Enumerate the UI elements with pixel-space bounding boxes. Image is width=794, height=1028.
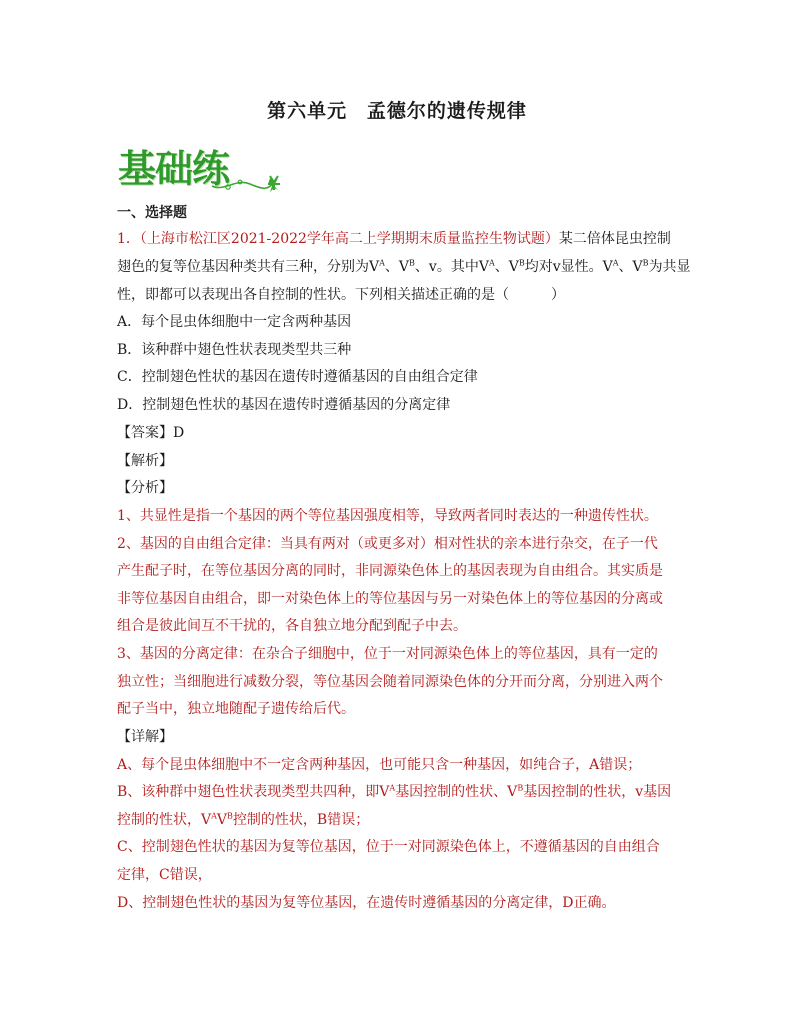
detail-d-line: D、控制翅色性状的基因为复等位基因，在遗传时遵循基因的分离定律，D正确。 xyxy=(117,895,616,911)
basic-practice-logo xyxy=(118,138,278,194)
superscript: B xyxy=(642,258,649,268)
question-number: 1． xyxy=(117,231,140,247)
superscript: B xyxy=(518,258,525,268)
option-c: C．控制翅色性状的基因在遗传时遵循基因的自由组合定律 xyxy=(117,369,478,385)
text-span: 控制的性状，B错误； xyxy=(232,812,370,828)
unit-title: 孟德尔的遗传规律 xyxy=(366,100,527,122)
analysis-line: 3、基因的分离定律：在杂合子细胞中，位于一对同源染色体上的等位基因，具有一定的 xyxy=(117,646,658,662)
option-b: B．该种群中翅色性状表现类型共三种 xyxy=(117,342,352,358)
superscript: B xyxy=(517,783,524,793)
answer-label: 【答案】D xyxy=(117,425,185,441)
superscript: A xyxy=(379,258,385,268)
superscript: A xyxy=(389,783,396,793)
analysis-line: 产生配子时，在等位基因分离的同时，非同源染色体上的基因表现为自由组合。其实质是 xyxy=(117,563,663,579)
text-span: 基因控制的性状，v基因 xyxy=(523,784,672,800)
analysis-line: 非等位基因自由组合，即一对染色体上的等位基因与另一对染色体上的等位基因的分离或 xyxy=(117,591,663,607)
detail-b-line-2 xyxy=(117,810,369,830)
section-heading: 一、选择题 xyxy=(117,205,187,221)
text-span: 、V xyxy=(618,259,643,275)
text-span: V xyxy=(216,812,228,828)
analysis-line: 配子当中，独立地随配子遗传给后代。 xyxy=(117,701,355,717)
option-a: A．每个昆虫体细胞中一定含两种基因 xyxy=(117,314,352,330)
superscript: A xyxy=(211,811,217,821)
detail-b-line-1 xyxy=(117,782,671,802)
superscript: A xyxy=(488,258,495,268)
detail-c-line-1: C、控制翅色性状的基因为复等位基因，位于一对同源染色体上，不遵循基因的自由组合 xyxy=(117,839,660,855)
text-span: 均对v显性。V xyxy=(524,259,613,275)
question-text-1: 某二倍体昆虫控制 xyxy=(558,231,671,247)
text-span: 、V xyxy=(494,259,519,275)
text-span: B、该种群中翅色性状表现类型共四种，即V xyxy=(117,784,390,800)
text-span: 基因控制的性状、V xyxy=(395,784,518,800)
detail-a-line: A、每个昆虫体细胞中不一定含两种基因，也可能只含一种基因，如纯合子，A错误； xyxy=(117,757,642,773)
detail-label: 【详解】 xyxy=(117,729,173,745)
question-line-2 xyxy=(117,257,691,277)
leaf-vine-icon xyxy=(210,168,280,198)
text-span: 为共显 xyxy=(648,259,691,275)
question-source: （上海市松江区2021-2022学年高二上学期期末质量监控生物试题） xyxy=(139,231,559,247)
page-title xyxy=(0,96,794,123)
question-line-3: 性，即都可以表现出各自控制的性状。下列相关描述正确的是（ ） xyxy=(117,287,565,303)
unit-label: 第六单元 xyxy=(267,100,348,122)
text-span: 、v。其中V xyxy=(414,259,489,275)
option-d: D．控制翅色性状的基因在遗传时遵循基因的分离定律 xyxy=(117,397,451,413)
superscript: B xyxy=(409,258,415,268)
text-span: 翅色的复等位基因种类共有三种，分别为V xyxy=(117,259,380,275)
detail-c-line-2: 定律，C错误， xyxy=(117,867,212,883)
superscript: A xyxy=(612,258,619,268)
superscript: B xyxy=(227,811,233,821)
text-span: 控制的性状，V xyxy=(117,812,212,828)
analysis-line: 2、基因的自由组合定律：当具有两对（或更多对）相对性状的亲本进行杂交，在子一代 xyxy=(117,536,658,552)
question-line-1 xyxy=(117,229,671,249)
analysis-line: 组合是彼此间互不干扰的，各自独立地分配到配子中去。 xyxy=(117,618,467,634)
analysis-line: 独立性；当细胞进行减数分裂，等位基因会随着同源染色体的分开而分离，分别进入两个 xyxy=(117,674,663,690)
analysis-sub-label: 【分析】 xyxy=(117,480,173,496)
analysis-label: 【解析】 xyxy=(117,453,173,469)
text-span: 、V xyxy=(384,259,410,275)
logo-text: 基础练 xyxy=(118,147,230,191)
analysis-line: 1、共显性是指一个基因的两个等位基因强度相等，导致两者同时表达的一种遗传性状。 xyxy=(117,508,658,524)
